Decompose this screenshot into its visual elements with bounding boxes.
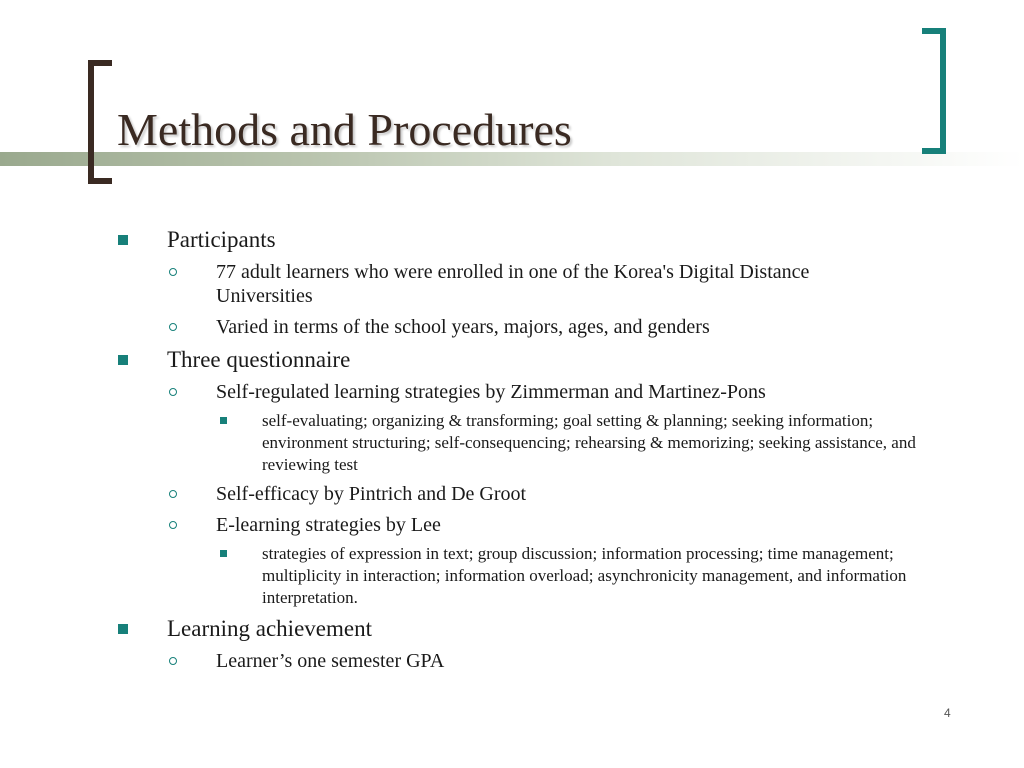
- square-bullet-icon: [118, 624, 128, 634]
- circle-bullet-icon: [169, 268, 177, 276]
- circle-bullet-icon: [169, 490, 177, 498]
- square-bullet-icon: [118, 235, 128, 245]
- sub-bullet-gpa: Learner’s one semester GPA: [216, 650, 445, 672]
- detail-srl-strategies: self-evaluating; organizing & transforming; goal setting & planning; seeking information; environment structuring; self-consequencing; rehearsing & memorizing; seeking assistance, and reviewing test: [262, 411, 916, 474]
- circle-bullet-icon: [169, 388, 177, 396]
- small-square-bullet-icon: [220, 417, 227, 424]
- detail-elearning-strategies: strategies of expression in text; group discussion; information processing; time management; multiplicity in interaction; information overload; asynchronicity management, and information interpretation.: [262, 544, 907, 607]
- slide-title: Methods and Procedures: [117, 104, 572, 155]
- bullet-learning-achievement: Learning achievement: [167, 616, 372, 641]
- circle-bullet-icon: [169, 521, 177, 529]
- bullet-questionnaire: Three questionnaire: [167, 347, 351, 372]
- sub-bullet-self-efficacy: Self-efficacy by Pintrich and De Groot: [216, 483, 527, 505]
- page-number: 4: [944, 706, 951, 720]
- sub-bullet-elearning: E-learning strategies by Lee: [216, 514, 441, 536]
- bullet-participants: Participants: [167, 227, 276, 252]
- sub-bullet-participants-count: 77 adult learners who were enrolled in one of the Korea's Digital Distance Universities: [216, 261, 810, 307]
- sub-bullet-srl: Self-regulated learning strategies by Zimmerman and Martinez-Pons: [216, 381, 766, 403]
- small-square-bullet-icon: [220, 550, 227, 557]
- sub-bullet-participants-variety: Varied in terms of the school years, majors, ages, and genders: [216, 316, 710, 338]
- square-bullet-icon: [118, 355, 128, 365]
- circle-bullet-icon: [169, 323, 177, 331]
- circle-bullet-icon: [169, 657, 177, 665]
